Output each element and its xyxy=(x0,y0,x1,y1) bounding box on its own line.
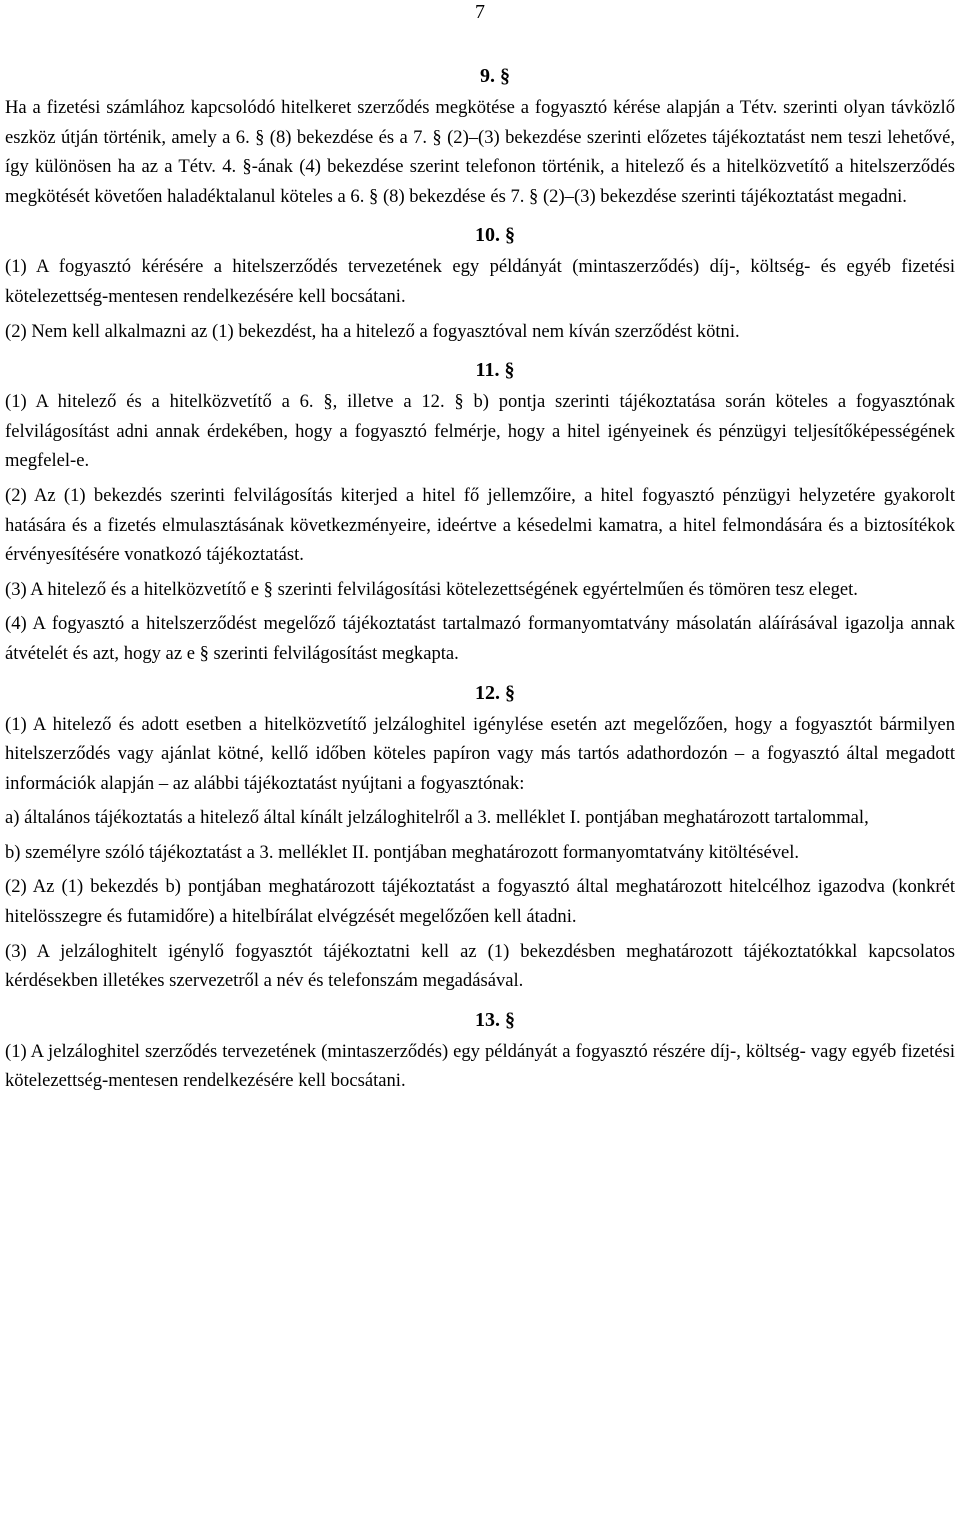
document-body xyxy=(5,62,955,1101)
section-heading-12: 12. § xyxy=(475,681,515,704)
section-12-item-a: a) általános tájékoztatás a hitelező által kínált jelzáloghitelről a 3. melléklet I. pontjában meghatározott tartalommal, xyxy=(5,807,869,829)
section-13-paragraph-1: (1) A jelzáloghitel szerződés tervezetének (mintaszerződés) egy példányát a fogyasztó részére díj-, költség- vagy egyéb fizetési kötelezettség-mentesen rendelkezésére kell bocsátani. xyxy=(5,1040,955,1092)
section-11-paragraph-3: (3) A hitelező és a hitelközvetítő e § szerinti felvilágosítási kötelezettségének egyértelműen és tömören tesz eleget. xyxy=(5,578,858,600)
section-heading-11: 11. § xyxy=(475,359,515,382)
section-heading-9: 9. § xyxy=(480,65,510,87)
section-12-paragraph-1: (1) A hitelező és adott esetben a hitelközvetítő jelzáloghitel igénylése esetén azt megelőzően, hogy a fogyasztót bármilyen hitelszerződés vagy ajánlat kötné, kellő időben köteles papíron vagy más tartós adathordozón – a fogyasztó által megadott információk alapján – az alábbi tájékoztatást nyújtani a fogyasztónak: xyxy=(5,713,955,794)
section-10-paragraph-1: (1) A fogyasztó kérésére a hitelszerződés tervezetének egy példányát (mintaszerződés) díj-, költség- és egyéb fizetési kötelezettség-mentesen rendelkezésére kell bocsátani. xyxy=(5,256,955,307)
section-12-paragraph-3: (3) A jelzáloghitelt igénylő fogyasztót tájékoztatni kell az (1) bekezdésben meghatározott tájékoztatókkal kapcsolatos kérdésekben illetékes szervezetről a név és telefonszám megadásával. xyxy=(5,940,955,992)
section-heading-13: 13. § xyxy=(475,1008,515,1031)
section-11-paragraph-4: (4) A fogyasztó a hitelszerződést megelőző tájékoztatást tartalmazó formanyomtatvány másolatán aláírásával igazolja annak átvételét és azt, hogy az e § szerinti felvilágosítást megkapta. xyxy=(5,613,955,664)
section-11-paragraph-2: (2) Az (1) bekezdés szerinti felvilágosítás kiterjed a hitel fő jellemzőire, a hitel fogyasztó pénzügyi helyzetére gyakorolt hatására és a fizetés elmulasztásának következményeire, ideértve a késedelmi kamatra, a hitel felmondására és a biztosítékok érvényesítésére vonatkozó tájékoztatást. xyxy=(5,484,955,566)
page-number: 7 xyxy=(475,1,485,23)
section-9-paragraph: Ha a fizetési számlához kapcsolódó hitelkeret szerződés megkötése a fogyasztó kérése alapján a Tétv. szerinti olyan távközlő eszköz útján történik, amely a 6. § (8) bekezdése és a 7. § (2)–(3) bekezdése szerinti előzetes tájékoztatást nem teszi lehetővé, így különösen ha az a Tétv. 4. §-ának (4) bekezdése szerint telefonon történik, a hitelező és a hitelközvetítő a hitelszerződés megkötését követően haladéktalanul köteles a 6. § (8) bekezdése és 7. § (2)–(3) bekezdése szerinti tájékoztatást megadni. xyxy=(5,97,955,207)
section-12-item-b: b) személyre szóló tájékoztatást a 3. melléklet II. pontjában meghatározott formanyomtatvány kitöltésével. xyxy=(5,841,800,863)
section-12-paragraph-2: (2) Az (1) bekezdés b) pontjában meghatározott tájékoztatást a fogyasztó által meghatározott hitelcélhoz igazodva (konkrét hitelösszegre és futamidőre) a hitelbírálat elvégzését megelőzően kell átadni. xyxy=(5,876,955,928)
section-heading-10: 10. § xyxy=(475,224,515,247)
section-11-paragraph-1: (1) A hitelező és a hitelközvetítő a 6. §, illetve a 12. § b) pontja szerinti tájékoztatása során köteles a fogyasztónak felvilágosítást adni annak érdekében, hogy a fogyasztó felmérje, hogy a hitel igényeinek és pénzügyi teljesítőképességének megfelel-e. xyxy=(5,391,955,472)
section-10-paragraph-2: (2) Nem kell alkalmazni az (1) bekezdést, ha a hitelező a fogyasztóval nem kíván szerződést kötni. xyxy=(5,320,740,342)
